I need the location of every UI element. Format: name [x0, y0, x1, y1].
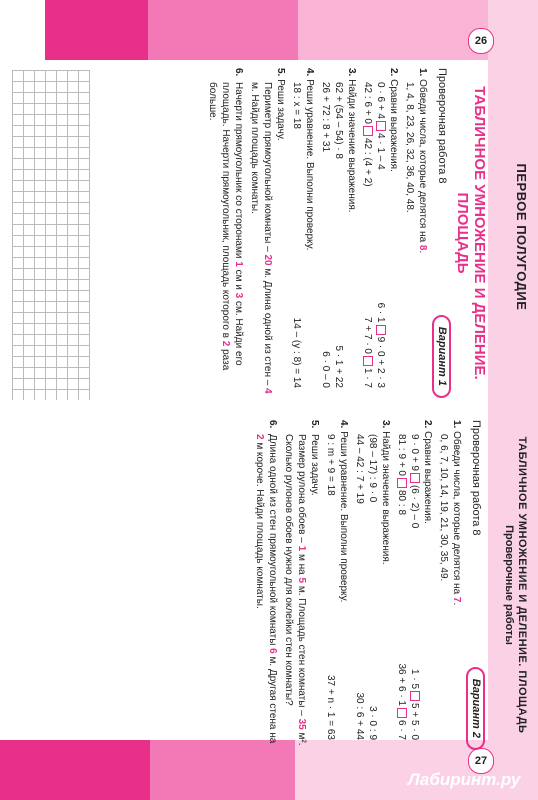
- left-page: [515, 78, 528, 396]
- top-band-magenta: [45, 0, 148, 60]
- task-4: 4. Реши уравнение. Выполни проверку. 9 : m + 9 = 18 37 + n · 1 = 63: [325, 420, 349, 740]
- grid-area-left[interactable]: [12, 70, 90, 400]
- page-title-line1: ТАБЛИЧНОЕ УМНОЖЕНИЕ И ДЕЛЕНИЕ.: [471, 86, 488, 380]
- task-4: 4. Реши уравнение. Выполни проверку. 18 : x = 18 14 – (y : 8) = 14: [291, 68, 315, 388]
- compare-box[interactable]: [397, 708, 407, 718]
- compare-box[interactable]: [410, 691, 420, 701]
- left-page-content: [206, 68, 488, 398]
- task-3: 3. Найди значение выражения. 62 + (54 – 54) · 8 5 · 1 + 22 26 + 72 : 8 + 31 6 · 0 – 0: [320, 68, 357, 388]
- task-2: 2. Сравни выражения. 9 · 0 + 9(6 · 2) – 0 1 · 55 + 5 · 0 81 : 9 + 080 : 8 36 + 6 · 16 · 7: [396, 420, 433, 740]
- task-1: 1. Обведи числа, которые делятся на 8. 1, 4, 8, 23, 26, 32, 36, 40, 48.: [403, 68, 429, 398]
- task-2: 2. Сравни выражения. 0 · 6 + 44 · 1 – 4 6 · 19 · 0 + 2 · 3 42 : 6 + 042 : (4 + 2) 7 + 7 · 01 · 7: [362, 68, 399, 388]
- page-number-right: 27: [468, 748, 494, 774]
- compare-box[interactable]: [376, 121, 386, 131]
- compare-box[interactable]: [410, 473, 420, 483]
- task-3: 3. Найди значение выражения. (98 – 17) : 9 · 0 3 · 0 : 9 44 – 42 : 7 + 19 30 : 6 + 44: [354, 420, 391, 740]
- page-title-line2: ПЛОЩАДЬ: [454, 192, 471, 274]
- right-page-subtitle: Проверочные работы: [503, 525, 515, 645]
- compare-box[interactable]: [363, 356, 373, 366]
- page-number-left: 26: [468, 28, 494, 54]
- top-band-pink: [148, 0, 298, 60]
- task-1: 1. Обведи числа, которые делятся на 7. 0, 6, 7, 10, 14, 19, 21, 30, 35, 49.: [437, 420, 463, 750]
- variant-badge: Вариант 1: [432, 315, 451, 398]
- compare-box[interactable]: [376, 325, 386, 335]
- task-1-numbers: 0, 6, 7, 10, 14, 19, 21, 30, 35, 49.: [438, 434, 449, 582]
- task-6: 6. Длина одной из стен прямоугольной комнаты 6 м. Другая стена на 2 м короче. Найди площадь комнаты.: [254, 420, 278, 744]
- top-band-white: [0, 0, 45, 60]
- right-page-header: [502, 420, 528, 750]
- task-6: 6. Начерти прямоугольник со сторонами 1 см и 3 см. Найди его площадь. Начерти прямоугольник, площадь которого в 2 раза больше.: [207, 68, 244, 371]
- bottom-band-magenta: [0, 740, 150, 800]
- task-5: 5. Реши задачу. Периметр прямоугольной комнаты – 20 м. Длина одной из стен – 4 м. Найди площадь комнаты.: [249, 68, 286, 394]
- work-title: Проверочная работа 8: [470, 420, 482, 536]
- variant-badge: Вариант 2: [466, 667, 485, 750]
- task-5: 5. Реши задачу. Размер рулона обоев – 1 м на 5 м. Площадь стен комнаты – 35 м². Сколько рулонов обоев нужно для оклейки стен комнаты?: [283, 420, 320, 746]
- compare-box[interactable]: [363, 126, 373, 136]
- task-1-numbers: 1, 4, 8, 23, 26, 32, 36, 40, 48.: [404, 82, 415, 213]
- compare-box[interactable]: [397, 478, 407, 488]
- work-title: Проверочная работа 8: [436, 68, 448, 184]
- right-page-content: [253, 420, 488, 750]
- right-page-title: ТАБЛИЧНОЕ УМНОЖЕНИЕ И ДЕЛЕНИЕ. ПЛОЩАДЬ: [516, 436, 528, 734]
- labirint-logo: Лабиринт.ру: [408, 770, 521, 789]
- section-header: ПЕРВОЕ ПОЛУГОДИЕ: [514, 163, 529, 311]
